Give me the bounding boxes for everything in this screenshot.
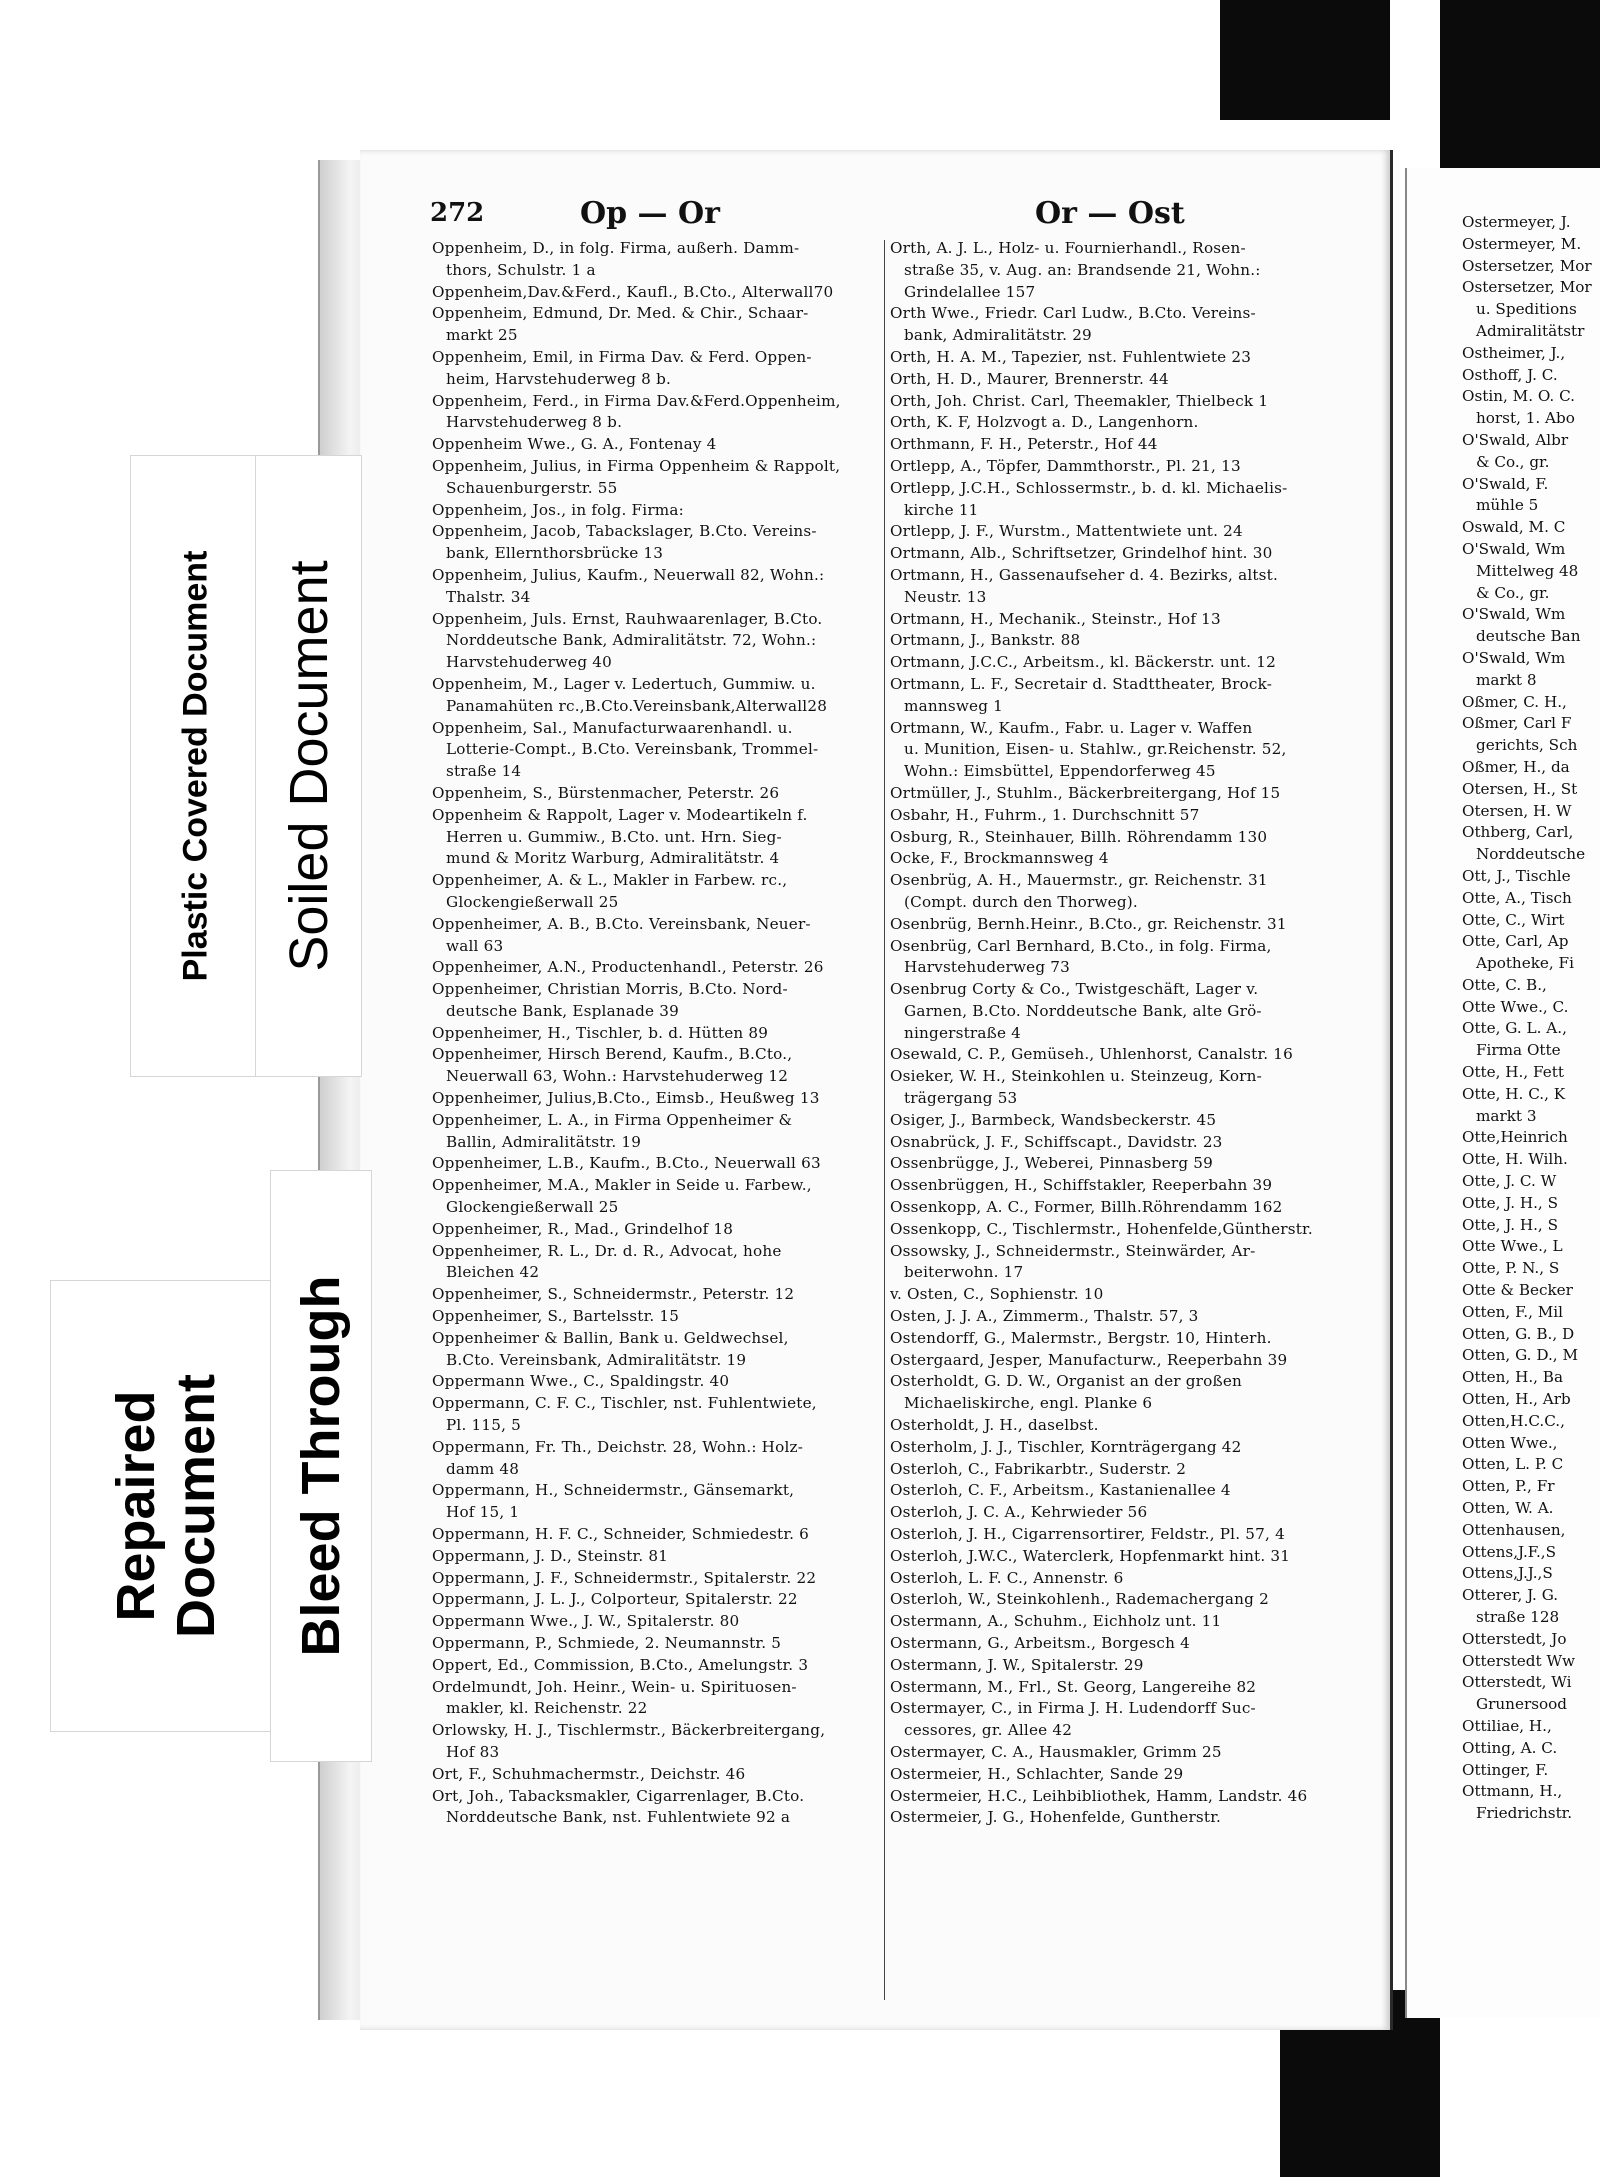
directory-entry-line: Osterholdt, G. D. W., Organist an der großen <box>890 1372 1242 1391</box>
next-page-entry-line: Osthoff, J. C. <box>1462 365 1558 384</box>
directory-entry-line: Oppenheim, Emil, in Firma Dav. & Ferd. Oppen- <box>432 347 812 366</box>
directory-entry-line: Oppenheim, Juls. Ernst, Rauhwaarenlager, B.Cto. <box>432 609 823 628</box>
directory-entry-line: Panamahüten rc.,B.Cto.Vereinsbank,Alterwall28 <box>446 696 828 715</box>
next-page-entry-line: Ostermeyer, J. <box>1462 213 1571 231</box>
left-column <box>432 238 887 1829</box>
directory-entry-line: Herren u. Gummiw., B.Cto. unt. Hrn. Sieg- <box>446 827 782 846</box>
directory-entry-line: Oppenheim & Rappolt, Lager v. Modeartikeln f. <box>432 805 808 824</box>
directory-entry-line: Osten, J. J. A., Zimmerm., Thalstr. 57, 3 <box>890 1307 1199 1326</box>
directory-entry-line: Oppenheim, S., Bürstenmacher, Peterstr. 26 <box>432 783 780 802</box>
next-page-entry-line: Otte, C., Wirt <box>1462 910 1565 929</box>
directory-entry-line: Ballin, Admiralitätstr. 19 <box>446 1132 642 1151</box>
directory-entry-line: Ort, Joh., Tabacksmakler, Cigarrenlager, B.Cto. <box>432 1786 805 1805</box>
directory-entry-line: B.Cto. Vereinsbank, Admiralitätstr. 19 <box>446 1350 747 1369</box>
directory-entry-line: Oppenheim, Edmund, Dr. Med. & Chir., Schaar- <box>432 304 809 323</box>
next-page-entry-line: O'Swald, Wm <box>1462 539 1566 558</box>
directory-entry-line: Oppermann, J. L. J., Colporteur, Spitalerstr. 22 <box>432 1590 798 1609</box>
directory-entry-line: Osewald, C. P., Gemüseh., Uhlenhorst, Canalstr. 16 <box>890 1045 1294 1064</box>
next-page-entry-line: Otte Wwe., L <box>1462 1237 1563 1256</box>
directory-entry-line: Ocke, F., Brockmannsweg 4 <box>890 849 1109 868</box>
bleed-through-label <box>270 1170 372 1762</box>
next-page-entry-line: markt 3 <box>1476 1106 1537 1125</box>
next-page-entry-line: Ottens,J.F.,S <box>1462 1542 1557 1561</box>
directory-entry-line: Ossenkopp, C., Tischlermstr., Hohenfelde,Güntherstr. <box>890 1219 1313 1238</box>
next-page-entry-line: straße 128 <box>1476 1608 1560 1626</box>
plastic-covered-label <box>130 455 262 1077</box>
next-page-entry-line: Norddeutsche <box>1476 845 1586 864</box>
next-page-entry-line: Otten, F., Mil <box>1462 1302 1564 1321</box>
next-page-entry-line: Firma Otte <box>1476 1041 1561 1060</box>
directory-entry-line: (Compt. durch den Thorweg). <box>904 892 1138 911</box>
next-page-entry-line: Otten Wwe., <box>1462 1433 1558 1452</box>
directory-entry-line: cessores, gr. Allee 42 <box>904 1721 1073 1740</box>
next-page-entry-line: mühle 5 <box>1476 496 1539 515</box>
directory-entry-line: makler, kl. Reichenstr. 22 <box>446 1699 648 1718</box>
next-page-entry-line: Oswald, M. C <box>1462 518 1566 537</box>
directory-entry-line: Oppenheim, Julius, Kaufm., Neuerwall 82, Wohn.: <box>432 565 825 584</box>
directory-entry-line: Garnen, B.Cto. Norddeutsche Bank, alte Grö- <box>904 1001 1262 1020</box>
next-page-entry-line: Otersen, H. W <box>1462 801 1572 820</box>
directory-entry-line: Ordelmundt, Joh. Heinr., Wein- u. Spirituosen- <box>432 1677 797 1696</box>
next-page-entry-line: Otte, Carl, Ap <box>1462 932 1569 951</box>
next-page-entry-line: Otte,Heinrich <box>1462 1128 1568 1147</box>
directory-entry-line: Ortmann, H., Gassenaufseher d. 4. Bezirks, altst. <box>890 565 1279 584</box>
page-header <box>430 196 1350 236</box>
next-page-entry-line: Otte, J. H., S <box>1462 1215 1558 1234</box>
directory-entry-line: Orth, H. D., Maurer, Brennerstr. 44 <box>890 369 1169 388</box>
directory-entry-line: Wohn.: Eimsbüttel, Eppendorferweg 45 <box>904 762 1216 781</box>
directory-entry-line: wall 63 <box>446 936 504 955</box>
directory-entry-line: Oppermann, C. F. C., Tischler, nst. Fuhlentwiete, <box>432 1394 817 1413</box>
directory-entry-line: Osenbrug Corty & Co., Twistgeschäft, Lager v. <box>890 980 1259 999</box>
directory-entry-line: Harvstehuderweg 40 <box>446 653 613 672</box>
directory-entry-line: Osterloh, W., Steinkohlenh., Rademachergang 2 <box>890 1590 1269 1609</box>
directory-entry-line: Ostermann, M., Frl., St. Georg, Langereihe 82 <box>890 1677 1257 1696</box>
column-divider <box>884 240 885 2000</box>
next-page-entry-line: Grunersood <box>1476 1695 1568 1714</box>
soiled-text: Soiled Document <box>278 560 339 972</box>
right-range-heading: Or — Ost <box>1035 196 1185 231</box>
directory-entry-line: Ostermeier, H.C., Leihbibliothek, Hamm, Landstr. 46 <box>890 1786 1308 1805</box>
repaired-text <box>106 1326 226 1686</box>
directory-entry-line: Oppenheimer, R. L., Dr. d. R., Advocat, hohe <box>432 1241 782 1260</box>
directory-entry-line: straße 35, v. Aug. an: Brandsende 21, Wohn.: <box>904 260 1261 279</box>
directory-entry-line: Orth Wwe., Friedr. Carl Ludw., B.Cto. Vereins- <box>890 304 1256 323</box>
next-page-entry-line: Ostin, M. O. C. <box>1462 387 1575 406</box>
next-page-entry-line: Ottmann, H., <box>1462 1782 1563 1801</box>
directory-entry-line: Osterloh, L. F. C., Annenstr. 6 <box>890 1568 1124 1587</box>
next-page-entry-line: Ostersetzer, Mor <box>1462 256 1592 275</box>
directory-entry-line: Osterloh, C., Fabrikarbtr., Suderstr. 2 <box>890 1459 1187 1478</box>
directory-entry-line: Oppermann Wwe., J. W., Spitalerstr. 80 <box>432 1612 740 1631</box>
directory-entry-line: Osenbrüg, Carl Bernhard, B.Cto., in folg. Firma, <box>890 936 1272 955</box>
directory-entry-line: Oppenheim, Sal., Manufacturwaarenhandl. u. <box>432 718 793 737</box>
directory-entry-line: Oppenheimer, S., Schneidermstr., Peterstr. 12 <box>432 1285 795 1304</box>
next-page-entry-line: Otten, W. A. <box>1462 1499 1554 1518</box>
next-page-entry-line: Otersen, H., St <box>1462 779 1578 798</box>
next-page-entry-line: Otterstedt Ww <box>1462 1651 1576 1670</box>
next-page-entry-line: O'Swald, Wm <box>1462 648 1566 667</box>
next-page-entry-line: Friedrichstr. <box>1476 1804 1573 1823</box>
directory-entry-line: Oppermann, J. D., Steinstr. 81 <box>432 1546 669 1565</box>
directory-entry-line: Oppenheimer, L. A., in Firma Oppenheimer & <box>432 1110 793 1129</box>
next-page-column <box>1462 212 1600 1825</box>
directory-entry-line: Oppermann, H., Schneidermstr., Gänsemarkt, <box>432 1481 795 1500</box>
directory-entry-line: Oppenheimer, A. & L., Makler in Farbew. rc., <box>432 871 788 890</box>
directory-entry-line: v. Osten, C., Sophienstr. 10 <box>890 1285 1104 1304</box>
next-page-entry-line: Otte & Becker <box>1462 1281 1573 1300</box>
directory-entry-line: Ossenkopp, A. C., Former, Billh.Röhrendamm 162 <box>890 1198 1283 1217</box>
next-page-entry-line: O'Swald, F. <box>1462 474 1549 493</box>
next-page-entry-line: Otting, A. C. <box>1462 1738 1558 1757</box>
directory-entry-line: Neustr. 13 <box>904 587 987 606</box>
directory-entry-line: Neuerwall 63, Wohn.: Harvstehuderweg 12 <box>446 1067 789 1086</box>
left-range-heading: Op — Or <box>580 196 720 231</box>
directory-entry-line: Ort, F., Schuhmachermstr., Deichstr. 46 <box>432 1764 746 1783</box>
directory-entry-line: bank, Admiralitätstr. 29 <box>904 326 1092 345</box>
directory-entry-line: trägergang 53 <box>904 1089 1018 1108</box>
next-page-entry-line: Ostheimer, J., <box>1462 343 1566 362</box>
next-page-entry-line: & Co., gr. <box>1476 452 1550 471</box>
right-black-bar <box>1440 0 1600 170</box>
directory-entry-line: beiterwohn. 17 <box>904 1263 1024 1282</box>
directory-entry-line: Oppenheim, Jacob, Tabackslager, B.Cto. Vereins- <box>432 522 817 541</box>
page-number: 272 <box>430 198 485 228</box>
directory-entry-line: u. Munition, Eisen- u. Stahlw., gr.Reichenstr. 52, <box>904 740 1287 759</box>
next-page-entry-line: Otten, L. P. C <box>1462 1455 1564 1474</box>
next-page-entry-line: markt 8 <box>1476 670 1537 689</box>
directory-entry-line: Ortlepp, J. F., Wurstm., Mattentwiete unt. 24 <box>890 522 1243 541</box>
directory-entry-line: Osterloh, J. C. A., Kehrwieder 56 <box>890 1503 1148 1522</box>
next-page-entry-line: & Co., gr. <box>1476 583 1550 602</box>
directory-entry-line: Oppenheim, D., in folg. Firma, außerh. Damm- <box>432 239 800 257</box>
directory-entry-line: Osburg, R., Steinhauer, Billh. Röhrendamm 130 <box>890 827 1268 846</box>
directory-entry-line: Oppenheim, Julius, in Firma Oppenheim & Rappolt, <box>432 456 841 475</box>
directory-entry-line: bank, Ellernthorsbrücke 13 <box>446 544 664 563</box>
next-page-entry-line: Otten, G. D., M <box>1462 1346 1578 1365</box>
directory-entry-line: ningerstraße 4 <box>904 1023 1022 1042</box>
directory-entry-line: Oppenheim, M., Lager v. Ledertuch, Gummiw. u. <box>432 674 816 693</box>
directory-entry-line: Ortmann, Alb., Schriftsetzer, Grindelhof hint. 30 <box>890 544 1273 563</box>
directory-entry-line: Osiger, J., Barmbeck, Wandsbeckerstr. 45 <box>890 1110 1217 1129</box>
directory-entry-line: Oppenheimer, L.B., Kaufm., B.Cto., Neuerwall 63 <box>432 1154 821 1173</box>
soiled-label <box>255 455 362 1077</box>
directory-entry-line: Oppenheimer & Ballin, Bank u. Geldwechsel, <box>432 1328 789 1347</box>
directory-entry-line: Oppermann, Fr. Th., Deichstr. 28, Wohn.: Holz- <box>432 1437 804 1456</box>
directory-entry-line: Orth, Joh. Christ. Carl, Theemakler, Thielbeck 1 <box>890 391 1269 410</box>
directory-entry-line: Oppermann, P., Schmiede, 2. Neumannstr. 5 <box>432 1634 782 1652</box>
directory-entry-line: Osterloh, J. H., Cigarrensortirer, Feldstr., Pl. 57, 4 <box>890 1525 1285 1544</box>
directory-entry-line: Orth, A. J. L., Holz- u. Fournierhandl., Rosen- <box>890 239 1246 257</box>
directory-entry-line: Ortmann, L. F., Secretair d. Stadttheater, Brock- <box>890 674 1273 693</box>
directory-entry-line: Ostermann, J. W., Spitalerstr. 29 <box>890 1655 1144 1674</box>
next-page-entry-line: Ottiliae, H., <box>1462 1716 1552 1735</box>
next-page-entry-line: Mittelweg 48 <box>1476 561 1579 580</box>
directory-entry-line: Schauenburgerstr. 55 <box>446 478 618 497</box>
right-column <box>890 238 1350 1829</box>
directory-entry-line: Osbahr, H., Fuhrm., 1. Durchschnitt 57 <box>890 805 1200 824</box>
directory-entry-line: Ostermann, G., Arbeitsm., Borgesch 4 <box>890 1634 1190 1652</box>
next-page-entry-line: O'Swald, Wm <box>1462 605 1566 624</box>
next-page-entry-line: Apotheke, Fi <box>1476 954 1574 973</box>
next-page-entry-line: gerichts, Sch <box>1476 736 1578 755</box>
next-page-entry-line: Ott, J., Tischle <box>1462 866 1571 885</box>
directory-entry-line: straße 14 <box>446 762 522 781</box>
directory-entry-line: Lotterie-Compt., B.Cto. Vereinsbank, Trommel- <box>446 740 819 759</box>
directory-entry-line: Ortmann, J.C.C., Arbeitsm., kl. Bäckerstr. unt. 12 <box>890 653 1276 672</box>
directory-entry-line: thors, Schulstr. 1 a <box>446 260 596 279</box>
next-page-entry-line: Otte, P. N., S <box>1462 1259 1560 1278</box>
next-page-entry-line: Otte, A., Tisch <box>1462 888 1572 907</box>
directory-entry-line: Ossenbrüggen, H., Schiffstakler, Reeperbahn 39 <box>890 1176 1273 1195</box>
directory-entry-line: Hof 83 <box>446 1742 500 1761</box>
directory-entry-line: Oppenheimer, R., Mad., Grindelhof 18 <box>432 1219 734 1238</box>
directory-entry-line: Hof 15, 1 <box>446 1503 520 1522</box>
next-page-entry-line: Otte, G. L. A., <box>1462 1019 1567 1038</box>
directory-entry-line: Oppenheim,Dav.&Ferd., Kaufl., B.Cto., Alterwall70 <box>432 282 834 301</box>
directory-entry-line: Oppert, Ed., Commission, B.Cto., Amelungstr. 3 <box>432 1655 809 1674</box>
next-page-entry-line: Admiralitätstr <box>1476 321 1585 340</box>
directory-entry-line: Ostergaard, Jesper, Manufacturw., Reeperbahn 39 <box>890 1350 1288 1369</box>
next-page-entry-line: Otte, C. B., <box>1462 975 1547 994</box>
next-page-entry-line: Otte, H. C., K <box>1462 1084 1566 1103</box>
directory-entry-line: markt 25 <box>446 326 518 345</box>
directory-entry-line: Ortlepp, A., Töpfer, Dammthorstr., Pl. 21, 13 <box>890 456 1241 475</box>
directory-entry-line: Orth, K. F, Holzvogt a. D., Langenhorn. <box>890 413 1199 432</box>
next-page-entry-line: deutsche Ban <box>1476 627 1581 646</box>
directory-entry-line: Orlowsky, H. J., Tischlermstr., Bäckerbreitergang, <box>432 1721 826 1740</box>
next-page-entry-line: Otten, G. B., D <box>1462 1324 1575 1343</box>
top-black-bar <box>1220 0 1390 120</box>
directory-entry-line: Ostermayer, C., in Firma J. H. Ludendorff Suc- <box>890 1699 1256 1718</box>
directory-entry-line: damm 48 <box>446 1459 520 1478</box>
directory-entry-line: Ortmann, W., Kaufm., Fabr. u. Lager v. Waffen <box>890 718 1253 737</box>
next-page-entry-line: Otterstedt, Wi <box>1462 1673 1572 1692</box>
directory-entry-line: Osterholdt, J. H., daselbst. <box>890 1416 1099 1435</box>
repaired-text-value: Repaired Document <box>106 1374 226 1639</box>
directory-entry-line: deutsche Bank, Esplanade 39 <box>446 1001 679 1020</box>
directory-entry-line: Orthmann, F. H., Peterstr., Hof 44 <box>890 435 1158 454</box>
directory-entry-line: Oppenheimer, Julius,B.Cto., Eimsb., Heußweg 13 <box>432 1089 820 1108</box>
next-page-entry-line: Otten, P., Fr <box>1462 1477 1555 1496</box>
next-page-entry-line: Otterstedt, Jo <box>1462 1629 1567 1648</box>
next-page-entry-line: Ottinger, F. <box>1462 1760 1549 1779</box>
directory-entry-line: Harvstehuderweg 8 b. <box>446 413 623 432</box>
next-page-entry-line: u. Speditions <box>1476 300 1577 319</box>
directory-entry-line: Ostermayer, C. A., Hausmakler, Grimm 25 <box>890 1742 1222 1761</box>
directory-entry-line: Grindelallee 157 <box>904 282 1036 301</box>
directory-entry-line: Osenbrüg, A. H., Mauermstr., gr. Reichenstr. 31 <box>890 871 1268 890</box>
next-page-entry-line: Otten, H., Arb <box>1462 1390 1571 1409</box>
directory-entry-line: Ortmann, H., Mechanik., Steinstr., Hof 13 <box>890 609 1221 628</box>
directory-entry-line: Norddeutsche Bank, Admiralitätstr. 72, Wohn.: <box>446 631 817 650</box>
directory-entry-line: Thalstr. 34 <box>446 587 531 606</box>
directory-entry-line: Oppenheim, Ferd., in Firma Dav.&Ferd.Oppenheim, <box>432 391 841 410</box>
directory-entry-line: mund & Moritz Warburg, Admiralitätstr. 4 <box>446 849 780 868</box>
plastic-covered-text: Plastic Covered Document <box>176 550 215 982</box>
bleed-through-text: Bleed Through <box>291 1275 351 1657</box>
directory-entry-line: heim, Harvstehuderweg 8 b. <box>446 369 672 388</box>
directory-entry-line: Ossenbrügge, J., Weberei, Pinnasberg 59 <box>890 1154 1214 1173</box>
next-page-entry-line: Otte, J. H., S <box>1462 1193 1558 1212</box>
next-page-entry-line: O'Swald, Albr <box>1462 430 1569 449</box>
directory-entry-line: Ortmüller, J., Stuhlm., Bäckerbreitergang, Hof 15 <box>890 783 1281 802</box>
next-page-entry-line: Otte, J. C. W <box>1462 1172 1557 1191</box>
next-page-entry-line: Otte, H., Fett <box>1462 1063 1564 1082</box>
directory-entry-line: Glockengießerwall 25 <box>446 892 619 911</box>
next-page-entry-line: Ottens,J.J.,S <box>1462 1564 1553 1583</box>
next-page-entry-line: Otten,H.C.C., <box>1462 1411 1565 1430</box>
directory-entry-line: Oppermann, J. F., Schneidermstr., Spitalerstr. 22 <box>432 1568 817 1587</box>
directory-entry-line: Ostendorff, G., Malermstr., Bergstr. 10, Hinterh. <box>890 1328 1272 1347</box>
directory-entry-line: Pl. 115, 5 <box>446 1416 522 1435</box>
next-page-entry-line: Ostersetzer, Mor <box>1462 278 1592 297</box>
directory-entry-line: Bleichen 42 <box>446 1263 540 1282</box>
directory-entry-line: Osterholm, J. J., Tischler, Kornträgergang 42 <box>890 1437 1242 1456</box>
directory-entry-line: Ostermann, A., Schuhm., Eichholz unt. 11 <box>890 1612 1222 1631</box>
next-page-entry-line: Otterer, J. G. <box>1462 1586 1559 1605</box>
directory-entry-line: Oppenheim, Jos., in folg. Firma: <box>432 500 684 519</box>
directory-entry-line: Oppenheim Wwe., G. A., Fontenay 4 <box>432 435 717 454</box>
directory-entry-line: Harvstehuderweg 73 <box>904 958 1071 977</box>
directory-entry-line: Norddeutsche Bank, nst. Fuhlentwiete 92 a <box>446 1808 791 1827</box>
directory-entry-line: Michaeliskirche, engl. Planke 6 <box>904 1394 1153 1413</box>
next-page-entry-line: Ostermeyer, M. <box>1462 234 1582 253</box>
directory-entry-line: mannsweg 1 <box>904 696 1004 715</box>
next-page-entry-line: Otte, H. Wilh. <box>1462 1150 1568 1169</box>
next-page-entry-line: Oßmer, H., da <box>1462 757 1570 776</box>
directory-entry-line: Oppenheimer, A. B., B.Cto. Vereinsbank, Neuer- <box>432 914 811 933</box>
directory-entry-line: kirche 11 <box>904 500 979 519</box>
directory-entry-line: Ossowsky, J., Schneidermstr., Steinwärder, Ar- <box>890 1241 1256 1260</box>
directory-entry-line: Oppenheimer, H., Tischler, b. d. Hütten 89 <box>432 1023 769 1042</box>
directory-entry-line: Ortlepp, J.C.H., Schlossermstr., b. d. kl. Michaelis- <box>890 478 1288 497</box>
next-page-entry-line: Oßmer, C. H., <box>1462 692 1567 711</box>
directory-entry-line: Ostermeier, J. G., Hohenfelde, Guntherstr. <box>890 1808 1222 1827</box>
next-page-entry-line: horst, 1. Abo <box>1476 409 1575 428</box>
directory-entry-line: Oppenheimer, S., Bartelsstr. 15 <box>432 1307 680 1326</box>
next-page-entry-line: Oßmer, Carl F <box>1462 714 1572 733</box>
directory-entry-line: Oppermann Wwe., C., Spaldingstr. 40 <box>432 1372 730 1391</box>
directory-entry-line: Ortmann, J., Bankstr. 88 <box>890 631 1081 650</box>
directory-entry-line: Glockengießerwall 25 <box>446 1198 619 1217</box>
next-page-entry-line: Otte Wwe., C. <box>1462 997 1569 1016</box>
directory-entry-line: Oppenheimer, M.A., Makler in Seide u. Farbew., <box>432 1176 812 1195</box>
directory-entry-line: Ostermeier, H., Schlachter, Sande 29 <box>890 1764 1184 1783</box>
next-page-entry-line: Otten, H., Ba <box>1462 1368 1564 1387</box>
directory-entry-line: Oppenheimer, A.N., Productenhandl., Peterstr. 26 <box>432 958 824 977</box>
directory-entry-line: Orth, H. A. M., Tapezier, nst. Fuhlentwiete 23 <box>890 347 1252 366</box>
directory-entry-line: Osnabrück, J. F., Schiffscapt., Davidstr. 23 <box>890 1132 1223 1151</box>
directory-entry-line: Oppermann, H. F. C., Schneider, Schmiedestr. 6 <box>432 1525 810 1544</box>
directory-entry-line: Oppenheimer, Hirsch Berend, Kaufm., B.Cto., <box>432 1045 793 1064</box>
next-page-entry-line: Ottenhausen, <box>1462 1520 1566 1539</box>
directory-entry-line: Oppenheimer, Christian Morris, B.Cto. Nord- <box>432 980 788 999</box>
repaired-label <box>50 1280 282 1732</box>
directory-entry-line: Osieker, W. H., Steinkohlen u. Steinzeug, Korn- <box>890 1067 1262 1086</box>
directory-entry-line: Osterloh, C. F., Arbeitsm., Kastanienallee 4 <box>890 1481 1231 1500</box>
directory-entry-line: Osterloh, J.W.C., Waterclerk, Hopfenmarkt hint. 31 <box>890 1546 1291 1565</box>
next-page-entry-line: Othberg, Carl, <box>1462 823 1574 842</box>
directory-entry-line: Osenbrüg, Bernh.Heinr., B.Cto., gr. Reichenstr. 31 <box>890 914 1287 933</box>
